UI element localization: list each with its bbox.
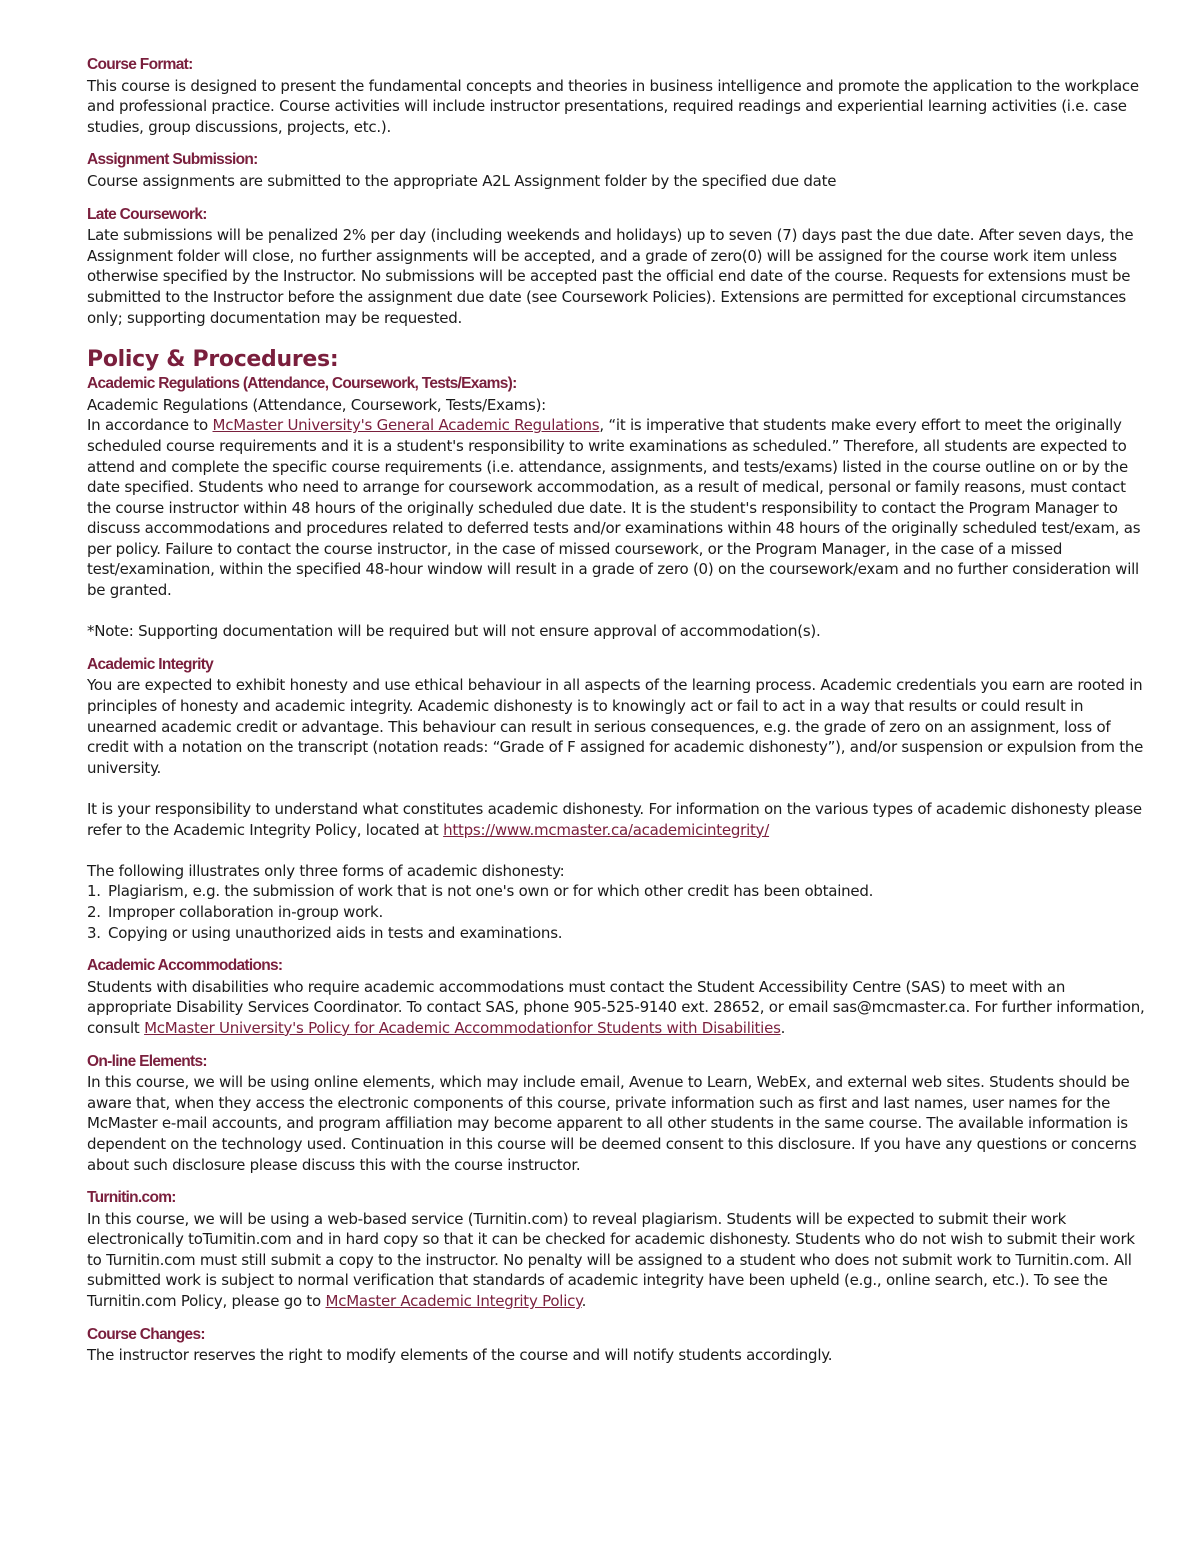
dishonesty-forms-list <box>87 881 1147 943</box>
late-coursework-text: Late submissions will be penalized 2% per day (including weekends and holidays) up to seven (7) days past the due date. After seven days, the Assignment folder will close, no further assignments will be accepted, and a grade of zero(0) will be assigned for the course work item unless otherwise specified by the Instructor. No submissions will be accepted past the official end date of the course. Requests for extensions must be submitted to the Instructor before the assignment due date (see Coursework Policies). Extensions are permitted for exceptional circumstances only; supporting documentation may be requested. <box>87 226 1134 327</box>
academic-regulations-subtitle: Academic Regulations (Attendance, Coursework, Tests/Exams): <box>87 395 546 414</box>
list-item <box>87 902 1147 923</box>
academic-integrity-list-intro: The following illustrates only three forms of academic dishonesty: <box>87 861 565 880</box>
online-elements-section <box>87 1052 1147 1176</box>
list-item-number: 3. <box>87 923 101 942</box>
academic-accommodations-text <box>87 977 1147 1039</box>
course-format-heading: Course Format: <box>87 56 193 73</box>
academic-integrity-section <box>87 655 1147 943</box>
academic-regulations-note: *Note: Supporting documentation will be required but will not ensure approval of accommodation(s). <box>87 622 821 641</box>
turnitin-end: . <box>581 1292 587 1311</box>
online-elements-heading: On-line Elements: <box>87 1052 207 1070</box>
late-coursework-heading: Late Coursework: <box>87 205 207 223</box>
list-item-text: Copying or using unauthorized aids in tests and examinations. <box>108 923 563 942</box>
accommodation-policy-link[interactable]: McMaster University's Policy for Academic Accommodationfor Students with Disabilities <box>144 1018 781 1037</box>
list-item-number: 2. <box>87 902 101 921</box>
list-item <box>87 923 1147 944</box>
course-changes-heading: Course Changes: <box>87 1325 205 1343</box>
academic-integrity-text-2-body: It is your responsibility to understand what constitutes academic dishonesty. For information on the various types of academic dishonesty please refer to the Academic Integrity Policy, located at <box>87 800 1142 839</box>
turnitin-text <box>87 1209 1147 1312</box>
academic-integrity-heading: Academic Integrity <box>87 655 214 673</box>
list-item-number: 1. <box>87 882 101 901</box>
list-item-text: Improper collaboration in-group work. <box>108 902 384 921</box>
course-changes-section <box>87 1325 1147 1366</box>
academic-accommodations-end: . <box>780 1018 786 1037</box>
course-format-text: This course is designed to present the fundamental concepts and theories in business intelligence and promote the application to the workplace and professional practice. Course activities will include instructor presentations, required readings and experiential learning activities (i.e. case studies, group discussions, projects, etc.). <box>87 76 1139 136</box>
academic-accommodations-section <box>87 956 1147 1038</box>
online-elements-text: In this course, we will be using online elements, which may include email, Avenue to Learn, WebEx, and external web sites. Students should be aware that, when they access the electronic components of this course, private information such as first and last names, user names for the McMaster e-mail accounts, and program affiliation may become apparent to all other students in the same course. The available information is dependent on the technology used. Continuation in this course will be deemed consent to this disclosure. If you have any questions or concerns about such disclosure please discuss this with the course instructor. <box>87 1073 1137 1174</box>
turnitin-section <box>87 1188 1147 1312</box>
academic-regulations-body: , “it is imperative that students make every effort to meet the originally scheduled course requirements and it is a student's responsibility to write examinations as scheduled.” Therefore, all students are expected to attend and complete the specific course requirements (i.e. attendance, assignments, and tests/exams) listed in the course outline on or by the date specified. Students who need to arrange for coursework accommodation, as a result of medical, personal or family reasons, must contact the course instructor within 48 hours of the originally scheduled due date. It is the student's responsibility to contact the Program Manager to discuss accommodations and procedures related to deferred tests and/or examinations within 48 hours of the originally scheduled test/exam, as per policy. Failure to contact the course instructor, in the case of missed coursework, or the Program Manager, in the case of a missed test/examination, within the specified 48-hour window will result in a grade of zero (0) on the coursework/exam and no further consideration will be granted. <box>87 416 1141 600</box>
academic-integrity-policy-link[interactable]: McMaster Academic Integrity Policy <box>325 1292 582 1311</box>
academic-accommodations-heading: Academic Accommodations: <box>87 957 283 975</box>
academic-regulations-text <box>87 415 1147 600</box>
policy-title: Policy & Procedures: <box>87 347 339 373</box>
assignment-submission-heading: Assignment Submission: <box>87 151 258 169</box>
turnitin-body: In this course, we will be using a web-based service (Turnitin.com) to reveal plagiarism. Students will be expected to submit their work electronically toTumitin.com and in hard copy so that it can be checked for academic dishonesty. Students who do not wish to submit their work to Turnitin.com must still submit a copy to the instructor. No penalty will be assigned to a student who does not submit work to Turnitin.com. All submitted work is subject to normal verification that standards of academic integrity have been upheld (e.g., online search, etc.). To see the Turnitin.com Policy, please go to <box>87 1209 1135 1311</box>
list-item-text: Plagiarism, e.g. the submission of work that is not one's own or for which other credit has been obtained. <box>108 882 874 901</box>
assignment-submission-section <box>87 150 1147 191</box>
academic-integrity-text-1: You are expected to exhibit honesty and use ethical behaviour in all aspects of the learning process. Academic credentials you earn are rooted in principles of honesty and academic integrity. Academic dishonesty is to knowingly act or fail to act in a way that results or could result in unearned academic credit or advantage. This behaviour can result in serious consequences, e.g. the grade of zero on an assignment, loss of credit with a notation on the transcript (notation reads: “Grade of F assigned for academic dishonesty”), and/or suspension or expulsion from the university. <box>87 676 1144 777</box>
academic-integrity-text-2 <box>87 799 1147 840</box>
late-coursework-section <box>87 205 1147 329</box>
assignment-submission-text: Course assignments are submitted to the appropriate A2L Assignment folder by the specified due date <box>87 171 837 190</box>
academic-regulations-intro: In accordance to <box>87 416 213 435</box>
academic-regulations-heading: Academic Regulations (Attendance, Coursework, Tests/Exams): <box>87 375 517 393</box>
academic-accommodations-body: Students with disabilities who require academic accommodations must contact the Student Accessibility Centre (SAS) to meet with an appropriate Disability Services Coordinator. To contact SAS, phone 905-525-9140 ext. 28652, or email sas@mcmaster.ca. For further information, consult <box>87 977 1145 1037</box>
list-item <box>87 881 1147 902</box>
general-academic-regulations-link[interactable]: McMaster University's General Academic Regulations <box>212 416 600 435</box>
academic-integrity-url-link[interactable]: https://www.mcmaster.ca/academicintegrity/ <box>443 820 770 839</box>
document-page <box>87 55 1147 1366</box>
academic-regulations-section <box>87 374 1147 642</box>
course-changes-text: The instructor reserves the right to modify elements of the course and will notify students accordingly. <box>87 1346 833 1365</box>
turnitin-heading: Turnitin.com: <box>87 1189 176 1207</box>
course-format-section <box>87 55 1147 137</box>
